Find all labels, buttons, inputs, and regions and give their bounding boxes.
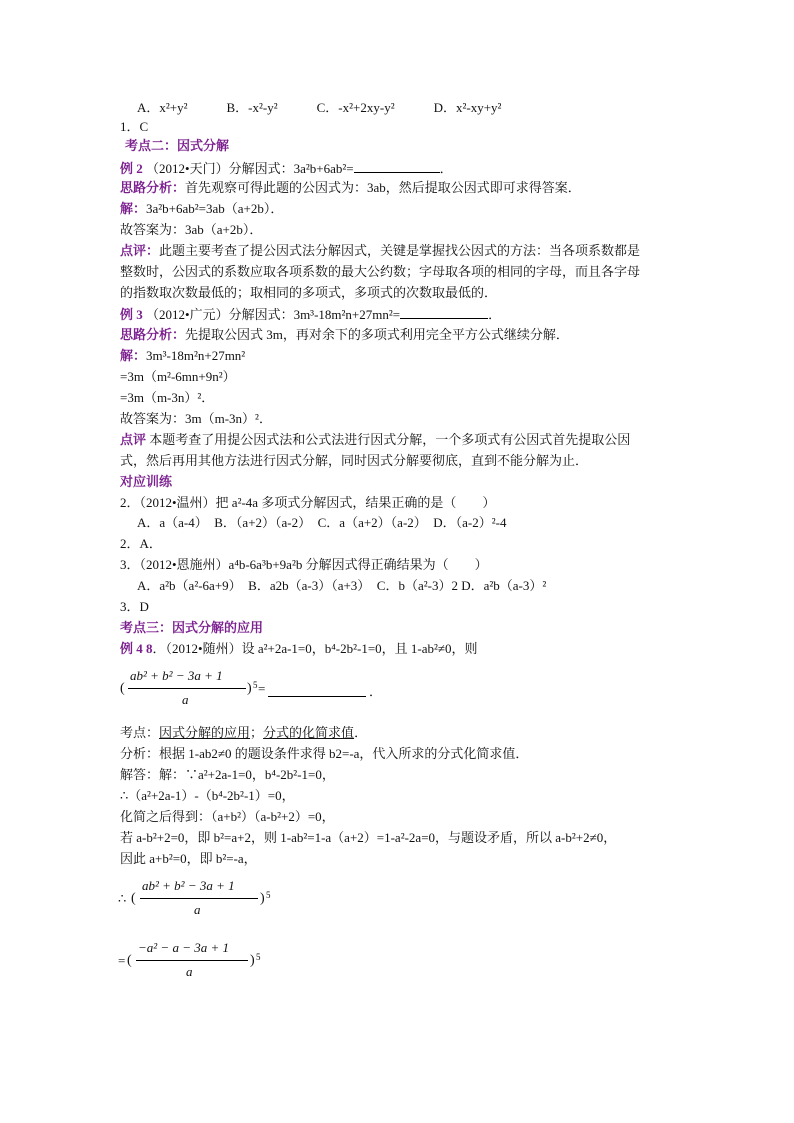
example-48-solution-5: 因此 a+b²=0，即 b²=-a，: [120, 851, 257, 866]
step-text: 3m³-18m²n+27mn²: [146, 348, 246, 363]
fraction-numerator: −a² − a − 3a + 1: [138, 940, 229, 955]
analysis-label: 思路分析：: [120, 327, 186, 342]
training-q2-answer: 2．A．: [120, 536, 162, 551]
section-3-heading: 考点三：因式分解的应用: [120, 620, 264, 635]
example-2-label: 例 2: [120, 161, 143, 176]
example-48-solution-4: 若 a-b²+2=0，即 b²=a+2，则 1-ab²=1-a（a+2）=1-a²-2a=0，与题设矛盾，所以 a-b²+2≠0，: [120, 830, 617, 845]
example-2-comment-1: [120, 242, 640, 260]
fraction-denominator: a: [194, 902, 201, 917]
example-48-question: [120, 640, 478, 658]
training-heading: 对应训练: [120, 474, 173, 489]
training-q3-options: A．a²b（a²-6a+9） B．a2b（a-3）（a+3） C．b（a²-3）2 D．a²b（a-3）²: [137, 578, 547, 593]
example-2-answer: 故答案为：3ab（a+2b）．: [120, 222, 263, 237]
example-48-kaodian: [120, 724, 367, 742]
kaodian-link-2[interactable]: 分式的化简求值: [263, 725, 355, 740]
training-q2-options: A．a（a-4） B．（a+2）（a-2） C．a（a+2）（a-2） D．（a-2）²-4: [137, 515, 507, 530]
example-3-question-text: （2012•广元）分解因式：3m³-18m²n+27mn²=: [146, 307, 401, 322]
example-3-comment-2: 式，然后再用其他方法进行因式分解，同时因式分解要彻底，直到不能分解为止．: [120, 453, 589, 468]
separator: ；: [250, 725, 264, 740]
example-2-analysis: [120, 179, 581, 197]
example-3-question: [120, 305, 501, 324]
equals-sign: =: [258, 681, 266, 696]
example-2-question: [120, 159, 453, 178]
period: ．: [439, 161, 453, 176]
example-2-comment-2: 整数时，公因式的系数应取各项系数的最大公约数；字母取各项的相同的字母，而且各字母: [120, 264, 641, 279]
example-3-step-3: =3m（m-3n）²．: [120, 390, 215, 405]
section-2-heading: 考点二：因式分解: [125, 138, 230, 153]
power-exponent: 5: [256, 952, 261, 962]
answer-blank: [400, 305, 488, 319]
training-q2: 2．（2012•温州）把 a²-4a 多项式分解因式，结果正确的是（ ）: [120, 495, 496, 510]
fraction-bar: [128, 688, 246, 689]
solution-label: 解：: [120, 348, 147, 363]
example-48-solution-1: 解答：解：∵a²+2a-1=0，b⁴-2b²-1=0，: [120, 767, 335, 782]
example-48-question-text: ．（2012•随州）设 a²+2a-1=0，b⁴-2b²-1=0，且 1-ab²≠0，则: [152, 641, 478, 656]
fraction-denominator: a: [182, 692, 189, 707]
comment-label: 点评：: [120, 243, 160, 258]
analysis-text: 先提取公因式 3m，再对余下的多项式利用完全平方公式继续分解．: [185, 327, 569, 342]
example-3-step-2: =3m（m²-6mn+9n²）: [120, 369, 236, 384]
fraction-numerator: ab² + b² − 3a + 1: [130, 668, 223, 683]
comment-label: 点评: [120, 432, 147, 447]
fraction-expression-1: ( ab² + b² − 3a + 1 a ) 5 = ．: [120, 668, 383, 707]
fraction-numerator: ab² + b² − 3a + 1: [142, 878, 235, 893]
example-2-question-text: （2012•天门）分解因式：3a²b+6ab²=: [146, 161, 354, 176]
training-q3-answer: 3．D: [120, 599, 149, 614]
training-q3: 3．（2012•恩施州）a⁴b-6a³b+9a²b 分解因式得正确结果为（ ）: [120, 557, 488, 572]
solution-label: 解：: [120, 201, 147, 216]
fraction-denominator: a: [186, 964, 193, 979]
example-48-label: 例 4 8: [120, 641, 153, 656]
example-2-comment-3: 的指数取次数最低的；取相同的多项式，多项式的次数取最低的．: [120, 285, 498, 300]
comment-text: 本题考查了用提公因式法和公式法进行因式分解，一个多项式有公因式首先提取公因: [149, 432, 631, 447]
answer-blank: [268, 683, 366, 697]
example-48-solution-3: 化简之后得到：（a+b²）（a-b²+2）=0，: [120, 809, 335, 824]
power-exponent: 5: [266, 890, 271, 900]
period: ．: [488, 307, 502, 322]
q1-options: A．x²+y² B．-x²-y² C．-x²+2xy-y² D．x²-xy+y²: [137, 100, 502, 115]
example-3-step-1: [120, 347, 245, 365]
equals-sign: =: [118, 953, 126, 968]
period: ．: [369, 684, 383, 699]
example-3-comment-1: [120, 431, 630, 449]
comment-text: 此题主要考查了提公因式法分解因式，关键是掌握找公因式的方法：当各项系数都是: [159, 243, 641, 258]
answer-blank: [354, 159, 440, 173]
analysis-text: 首先观察可得此题的公因式为：3ab，然后提取公因式即可求得答案．: [185, 180, 581, 195]
kaodian-link-1[interactable]: 因式分解的应用: [159, 725, 251, 740]
example-48-analysis: 分析：根据 1-ab2≠0 的题设条件求得 b2=-a，代入所求的分式化简求值．: [120, 746, 529, 761]
analysis-label: 思路分析：: [120, 180, 186, 195]
example-48-solution-2: ∴（a²+2a-1）-（b⁴-2b²-1）=0，: [120, 788, 295, 803]
q1-answer: 1．C: [120, 119, 149, 134]
fraction-bar: [136, 960, 248, 961]
solution-text: 3a²b+6ab²=3ab（a+2b）．: [146, 201, 284, 216]
example-3-analysis: [120, 326, 569, 344]
therefore-symbol: ∴: [118, 891, 127, 906]
example-3-label: 例 3: [120, 307, 143, 322]
power-exponent: 5: [253, 680, 258, 690]
kaodian-label: 考点：: [120, 725, 160, 740]
fraction-bar: [140, 898, 258, 899]
example-3-answer: 故答案为：3m（m-3n）²．: [120, 411, 272, 426]
period: ．: [354, 725, 368, 740]
fraction-expression-3: = ( −a² − a − 3a + 1 a ) 5: [118, 940, 261, 979]
fraction-expression-2: ∴ ( ab² + b² − 3a + 1 a ) 5: [118, 878, 271, 917]
example-2-solution: [120, 200, 283, 218]
